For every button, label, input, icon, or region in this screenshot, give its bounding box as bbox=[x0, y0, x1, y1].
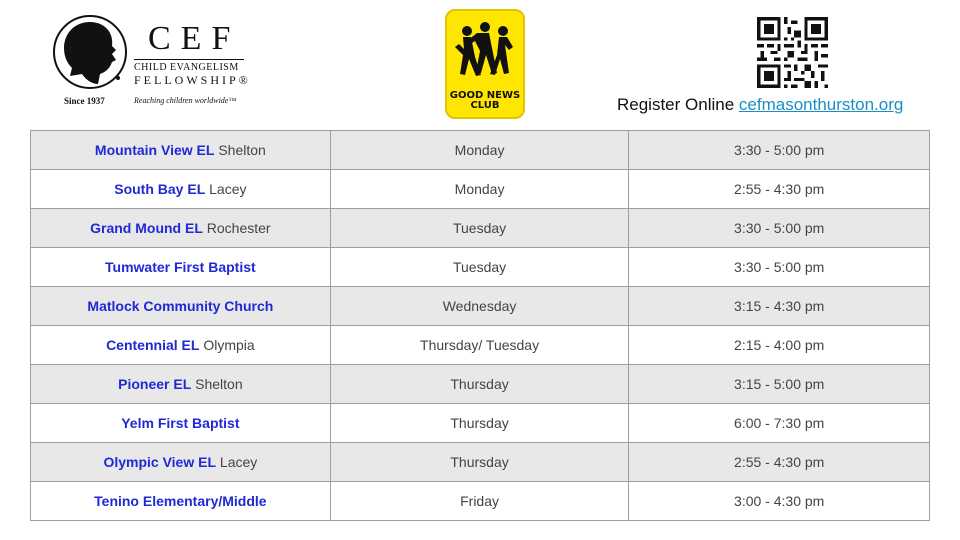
location-cell bbox=[31, 443, 331, 482]
location-city: Lacey bbox=[209, 181, 247, 197]
register-link[interactable]: cefmasonthurston.org bbox=[738, 95, 904, 114]
table-row bbox=[31, 248, 930, 287]
location-cell bbox=[31, 365, 331, 404]
gnc-line2: CLUB bbox=[470, 100, 500, 111]
location-city: Rochester bbox=[206, 220, 271, 236]
table-row bbox=[31, 404, 930, 443]
location-city: Lacey bbox=[219, 454, 258, 470]
time-cell: 2:55 - 4:30 pm bbox=[629, 443, 930, 482]
time-cell: 2:55 - 4:30 pm bbox=[629, 170, 930, 209]
cef-divider bbox=[134, 59, 244, 60]
good-news-club-logo bbox=[445, 9, 525, 119]
day-cell: Monday bbox=[330, 131, 629, 170]
location-name: Olympic View EL bbox=[103, 454, 217, 470]
day-cell: Thursday bbox=[330, 443, 629, 482]
day-cell: Thursday/ Tuesday bbox=[330, 326, 629, 365]
table-row bbox=[31, 170, 930, 209]
table-row bbox=[31, 365, 930, 404]
time-cell: 3:30 - 5:00 pm bbox=[629, 248, 930, 287]
day-cell: Friday bbox=[330, 482, 629, 521]
time-cell: 3:00 - 4:30 pm bbox=[629, 482, 930, 521]
location-cell bbox=[31, 287, 331, 326]
cef-org-line1: CHILD EVANGELISM bbox=[134, 62, 239, 73]
location-cell bbox=[31, 248, 331, 287]
cef-letters: CEF bbox=[148, 20, 241, 57]
location-cell bbox=[31, 404, 331, 443]
table-row bbox=[31, 209, 930, 248]
cef-logo bbox=[52, 14, 252, 110]
location-name: Tenino Elementary/Middle bbox=[94, 493, 267, 509]
location-cell bbox=[31, 131, 331, 170]
cef-org-line2: FELLOWSHIP® bbox=[134, 73, 251, 87]
day-cell: Tuesday bbox=[330, 209, 629, 248]
day-cell: Wednesday bbox=[330, 287, 629, 326]
register-line bbox=[617, 95, 903, 115]
register-label: Register Online bbox=[617, 95, 735, 114]
location-name: Centennial EL bbox=[106, 337, 200, 353]
child-silhouette-icon bbox=[52, 14, 128, 90]
location-name: Matlock Community Church bbox=[87, 298, 274, 314]
table-row bbox=[31, 482, 930, 521]
cef-since: Since 1937 bbox=[64, 96, 105, 106]
cef-tagline: Reaching children worldwide™ bbox=[134, 96, 237, 105]
location-cell bbox=[31, 482, 331, 521]
time-cell: 2:15 - 4:00 pm bbox=[629, 326, 930, 365]
time-cell: 3:15 - 4:30 pm bbox=[629, 287, 930, 326]
time-cell: 6:00 - 7:30 pm bbox=[629, 404, 930, 443]
location-cell bbox=[31, 326, 331, 365]
gnc-line1: GOOD NEWS bbox=[449, 90, 521, 101]
location-city: Shelton bbox=[195, 376, 243, 392]
running-children-icon bbox=[447, 19, 523, 89]
club-schedule-table bbox=[30, 130, 930, 521]
location-name: Pioneer EL bbox=[118, 376, 192, 392]
time-cell: 3:15 - 5:00 pm bbox=[629, 365, 930, 404]
location-name: Yelm First Baptist bbox=[121, 415, 240, 431]
day-cell: Monday bbox=[330, 170, 629, 209]
table-row bbox=[31, 443, 930, 482]
location-cell bbox=[31, 170, 331, 209]
qr-code-icon[interactable] bbox=[757, 17, 828, 88]
day-cell: Tuesday bbox=[330, 248, 629, 287]
table-row bbox=[31, 326, 930, 365]
location-name: Mountain View EL bbox=[94, 142, 215, 158]
time-cell: 3:30 - 5:00 pm bbox=[629, 209, 930, 248]
location-name: South Bay EL bbox=[114, 181, 206, 197]
day-cell: Thursday bbox=[330, 365, 629, 404]
location-city: Shelton bbox=[218, 142, 266, 158]
location-name: Tumwater First Baptist bbox=[105, 259, 256, 275]
location-name: Grand Mound EL bbox=[90, 220, 203, 236]
time-cell: 3:30 - 5:00 pm bbox=[629, 131, 930, 170]
location-cell bbox=[31, 209, 331, 248]
location-city: Olympia bbox=[203, 337, 255, 353]
day-cell: Thursday bbox=[330, 404, 629, 443]
table-row bbox=[31, 287, 930, 326]
table-row bbox=[31, 131, 930, 170]
